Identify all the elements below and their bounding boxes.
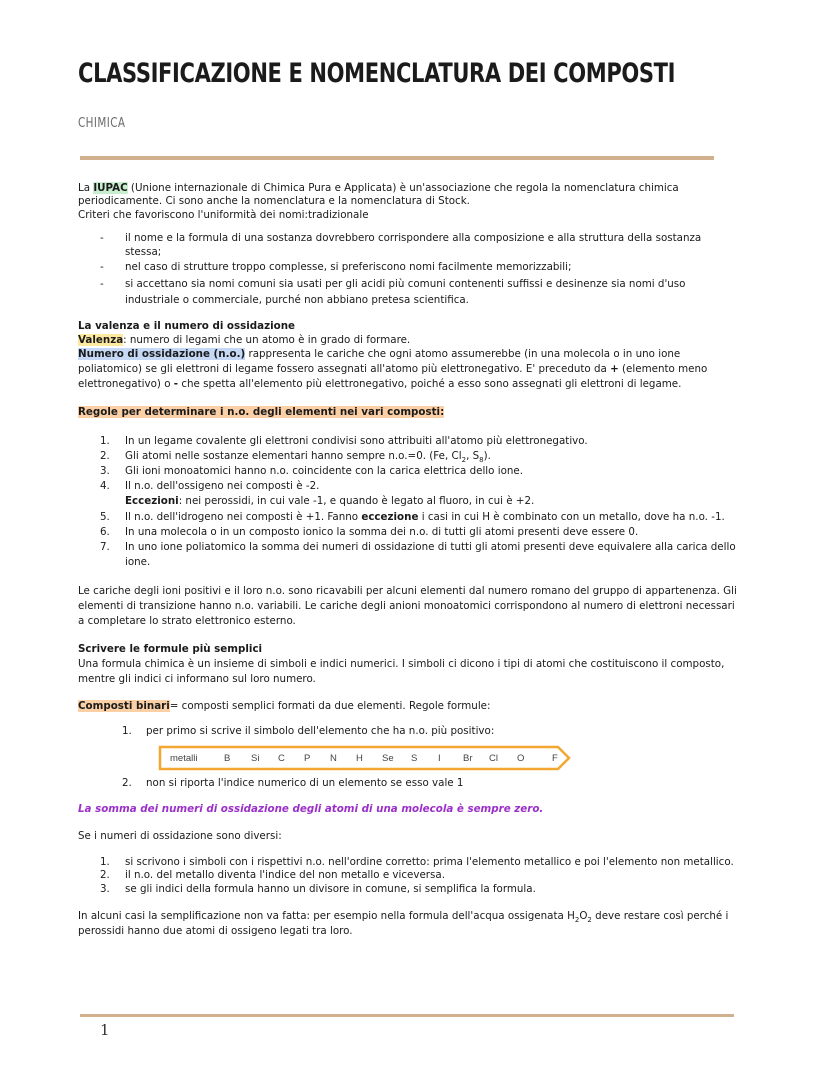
somma-statement: La somma dei numeri di ossidazione degli atomi di una molecola è sempre zero. [78,803,544,816]
valenza-definition: Valenza: numero di legami che un atomo è in grado di formare. [78,333,411,346]
element-label: metalli [170,752,198,764]
list-item: 1. per primo si scrive il simbolo dell'elemento che ha n.o. più positivo: [122,725,495,738]
element-label: N [330,752,337,764]
arrow-labels [158,745,573,771]
element-label: B [224,752,231,764]
page-title: CLASSIFICAZIONE E NOMENCLATURA DEI COMPOSTI [78,58,676,89]
list-item: - nel caso di strutture troppo complesse, si preferiscono nomi facilmente memorizzabili; [78,261,738,274]
binari-steps [78,725,738,738]
footer-divider [80,1014,734,1017]
element-label: H [356,752,363,764]
page-number: 1 [100,1021,110,1039]
formule-paragraph: Una formula chimica è un insieme di simboli e indici numerici. I simboli ci dicono i tipi di atomi che costituiscono il composto, mentre gli indici ci informano sul loro numero. [78,657,725,685]
intro-paragraph: La IUPAC (Unione internazionale di Chimica Pura e Applicata) è un'associazione che regola la nomenclatura chimica periodicamente. Ci sono anche la nomenclatura e la nomenclatura di Stock. [78,182,679,208]
element-label: I [438,752,441,764]
criteria-list [78,232,738,308]
binari-definition: Composti binari= composti semplici formati da due elementi. Regole formule: [78,699,491,712]
element-label: Br [463,752,473,764]
list-item: 3. se gli indici della formula hanno un divisore in comune, si semplifica la formula. [100,882,536,895]
list-item: 5. Il n.o. dell'idrogeno nei composti è +1. Fanno eccezione i casi in cui H è combinato con un metallo, dove ha n.o. -1. [100,510,725,523]
list-item: 6. In una molecola o in un composto ionico la somma dei n.o. di tutti gli atomi presenti deve essere 0. [100,525,639,538]
element-label: Cl [489,752,498,764]
element-label: O [517,752,525,764]
list-item: 1. si scrivono i simboli con i rispettivi n.o. nell'ordine corretto: prima l'elemento metallico e poi l'elemento non metallico. [100,855,734,868]
final-paragraph: In alcuni casi la semplificazione non va fatta: per esempio nella formula dell'acqua ossigenata $H_2O_2$ deve restare così perché i perossidi hanno due atomi di ossigeno legati tra loro. [78,910,729,938]
diversi-list [78,856,738,896]
document-body [78,182,738,939]
list-item: 7. In uno ione poliatomico la somma dei numeri di ossidazione di tutti gli atomi presenti deve equivalere alla carica dello ione. [100,541,736,569]
iupac-highlight: IUPAC [93,182,128,194]
page-subtitle: CHIMICA [78,116,126,131]
list-item: 4. Il n.o. dell'ossigeno nei composti è -2. Eccezioni: nei perossidi, in cui vale -1, e quando è legato al fluoro, in cui è +2. [100,480,535,508]
formule-heading: Scrivere le formule più semplici [78,643,263,656]
list-item: - il nome e la formula di una sostanza dovrebbero corrispondere alla composizione e alla struttura della sostanza stessa; [78,232,738,259]
element-label: Se [382,752,394,764]
element-label: F [552,752,558,764]
criteria-intro: Criteri che favoriscono l'uniformità dei nomi:tradizionale [78,208,369,221]
list-item: 2. non si riporta l'indice numerico di un elemento se esso vale 1 [122,776,464,789]
diversi-intro: Se i numeri di ossidazione sono diversi: [78,829,282,842]
oxidation-number-definition: Numero di ossidazione (n.o.) rappresenta le cariche che ogni atomo assumerebbe (in una molecola o in uno ione poliatomico) se gli elettroni di legame fossero assegnati all'atomo più elettronegativo. E' preceduto da + (elemento meno elettronegativo) o - che spetta all'elemento più elettronegativo, poiché a esso sono assegnati gli elettroni di legame. [78,348,708,391]
list-item: 2. il n.o. del metallo diventa l'indice del non metallo e viceversa. [100,869,445,882]
binari-steps-cont [78,777,738,790]
list-item: 2. Gli atomi nelle sostanze elementari hanno sempre n.o.=0. (Fe, $Cl_2$, $S_8$). [100,449,491,464]
element-label: S [411,752,418,764]
list-item: 3. Gli ioni monoatomici hanno n.o. coincidente con la carica elettrica dello ione. [100,465,524,478]
element-label: P [304,752,311,764]
rules-list [78,434,738,571]
rules-heading: Regole per determinare i n.o. degli elementi nei vari composti: [78,406,445,419]
list-item: 1. In un legame covalente gli elettroni condivisi sono attribuiti all'atomo più elettronegativo. [100,434,588,447]
element-label: C [278,752,285,764]
valenza-heading: La valenza e il numero di ossidazione [78,320,296,333]
header-divider [80,156,714,160]
cariche-paragraph: Le cariche degli ioni positivi e il loro n.o. sono ricavabili per alcuni elementi dal numero romano del gruppo di appartenenza. Gli elementi di transizione hanno n.o. variabili. Le cariche degli anioni monoatomici corrispondono al numero di elettroni necessari a completare lo strato elettronico esterno. [78,585,737,628]
element-label: Si [251,752,260,764]
electronegativity-arrow [158,745,573,771]
list-item: - si accettano sia nomi comuni sia usati per gli acidi più comuni contenenti suffissi e desinenze sia nomi d'uso industriale o commerciale, purché non abbiano pretesa scientifica. [78,276,738,308]
